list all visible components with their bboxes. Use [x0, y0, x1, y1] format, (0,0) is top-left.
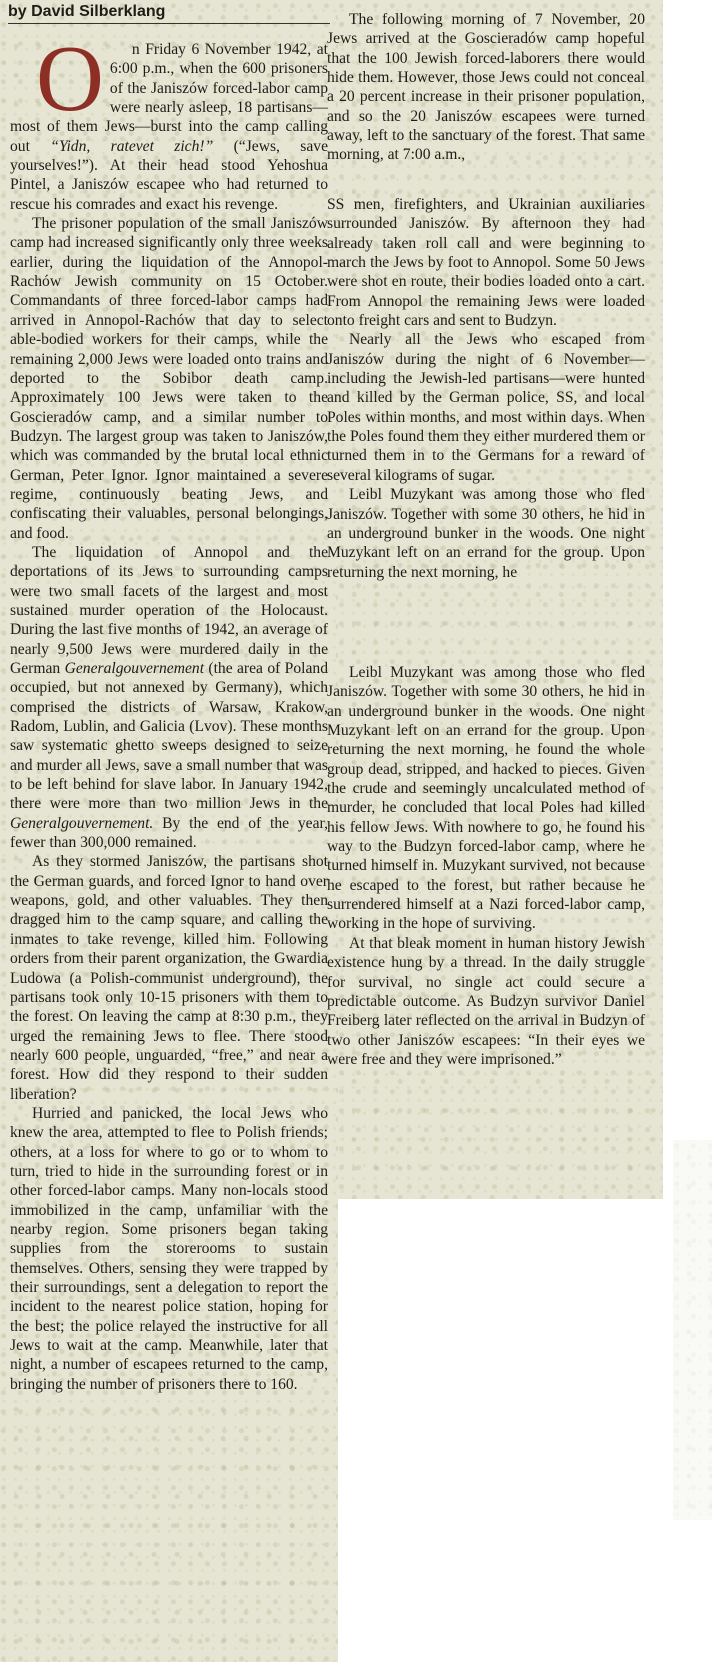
drop-cap: O [36, 27, 104, 131]
paragraph: The following morning of 7 November, 20 Jews arrived at the Goscieradów camp hopeful that the 100 Jewish forced-laborers there would hide them. However, those Jews could not conceal a 20 percent increase in their prisoner population, and so the 20 Janiszów escapees were turned away, left to the sanctuary of the forest. That same morning, at 7:00 a.m., [327, 11, 645, 164]
paragraph: Hurried and panicked, the local Jews who knew the area, attempted to flee to Polish friends; others, at a loss for where to go or to whom to turn, tried to hide in the surrounding forest or in other forced-labor camps. Many non-locals stood immobilized in the camp, unfamiliar with the nearby region. Some prisoners began taking supplies from the storerooms to sustain themselves. Others, sensing they were trapped by their surroundings, sent a delegation to report the incident to the nearest police station, hoping for the best; the police relayed the instructive for all Jews to wait at the camp. Meanwhile, later that night, a number of escapees returned to the camp, bringing the number of prisoners there to 160. [10, 1104, 328, 1393]
paragraph: Leibl Muzykant was among those who fled Janiszów. Together with some 30 others, he hid in an underground bunker in the woods. One night Muzykant left on an errand for the group. Upon returning the next morning, he [327, 486, 645, 581]
right-column-middle [327, 195, 645, 582]
paragraph: Nearly all the Jews who escaped from Janiszów during the night of 6 November—including the Jewish-led partisans—were hunted and killed by the German police, SS, and local Poles within months, and most within days. When the Poles found them they either murdered them or turned them in to the Germans for a reward of several kilograms of sugar. [327, 331, 645, 484]
left-column [10, 27, 328, 1394]
paper-scrap-edge [673, 1140, 712, 1520]
right-column-top [327, 10, 645, 165]
paragraph: As they stormed Janiszów, the partisans shot the German guards, and forced Ignor to hand over weapons, gold, and other valuables. They then dragged him to the camp square, and calling the inmates to take revenge, killed him. Following orders from their parent organization, the Gwardia Ludowa (a Polish-communist underground), the partisans took only 10-15 prisoners with them to the forest. On leaving the camp at 8:30 p.m., they urged the remaining Jews to flee. There stood nearly 600 people, unguarded, “free,” and near a forest. How did they respond to their sudden liberation? [10, 853, 328, 1103]
paragraph: The liquidation of Annopol and the deportations of its Jews to surrounding camps were two small facets of the largest and most sustained murder operation of the Holocaust. During the last five months of 1942, an average of nearly 9,500 Jews were murdered daily in the German Generalgouvernement (the area of Poland occupied, but not annexed by Germany), which comprised the districts of Warsaw, Krakow, Radom, Lublin, and Galicia (Lvov). These months saw systematic ghetto sweeps designed to seize and murder all Jews, save a small number that was to be left behind for slave labor. In January 1942, there were more than two million Jews in the Generalgouvernement. By the end of the year, fewer than 300,000 remained. [10, 543, 328, 852]
paragraph: At that bleak moment in human history Jewish existence hung by a thread. In the daily struggle for survival, no single act could secure a predictable outcome. As Budzyn survivor Daniel Freiberg later reflected on the arrival in Budzyn of two other Janiszów escapees: “In their eyes we were free and they were imprisoned.” [327, 934, 645, 1068]
paragraph: The prisoner population of the small Janiszów camp had increased significantly only three weeks earlier, during the liquidation of the Annopol-Rachów Jewish community on 15 October. Commandants of three forced-labor camps had arrived in Annopol-Rachów that day to select able-bodied workers for their camps, while the remaining 2,000 Jews were loaded onto trains and deported to the Sobibor death camp. Approximately 100 Jews were taken to the Goscieradów camp, and a similar number to Budzyn. The largest group was taken to Janiszów, which was commanded by the brutal local ethnic German, Peter Ignor. Ignor maintained a severe regime, continuously beating Jews, and confiscating their valuables, personal belongings, and food. [10, 215, 328, 542]
paragraph: SS men, firefighters, and Ukrainian auxiliaries surrounded Janiszów. By afternoon they had already taken roll call and were beginning to march the Jews by foot to Annopol. Some 50 Jews were shot en route, their bodies loaded onto a cart. From Annopol the remaining Jews were loaded onto freight cars and sent to Budzyn. [327, 196, 645, 330]
paragraph: Leibl Muzykant was among those who fled Janiszów. Together with some 30 others, he hid in an underground bunker in the woods. One night Muzykant left on an errand for the group. Upon returning the next morning, he found the whole group dead, stripped, and hacked to pieces. Given the crude and seemingly uncalculated method of murder, he concluded that local Poles had killed his fellow Jews. With nowhere to go, he found his way to the Budzyn forced-labor camp, where he turned himself in. Muzykant survived, not because he escaped to the forest, but rather because he surrendered himself at a Nazi forced-labor camp, working in the hope of surviving. [327, 664, 645, 933]
paragraph-opening: O n Friday 6 November 1942, at 6:00 p.m., when the 600 prisoners of the Janiszów forced-labor camp were nearly asleep, 18 partisans—most of them Jews—burst into the camp calling out “Yidn, ratevet zich!” (“Jews, save yourselves!”). At their head stood Yehoshua Pintel, a Janiszów escapee who had returned to rescue his comrades and exact his revenge. [10, 27, 328, 213]
right-column-bottom [327, 663, 645, 1069]
byline: by David Silberklang [8, 2, 330, 24]
